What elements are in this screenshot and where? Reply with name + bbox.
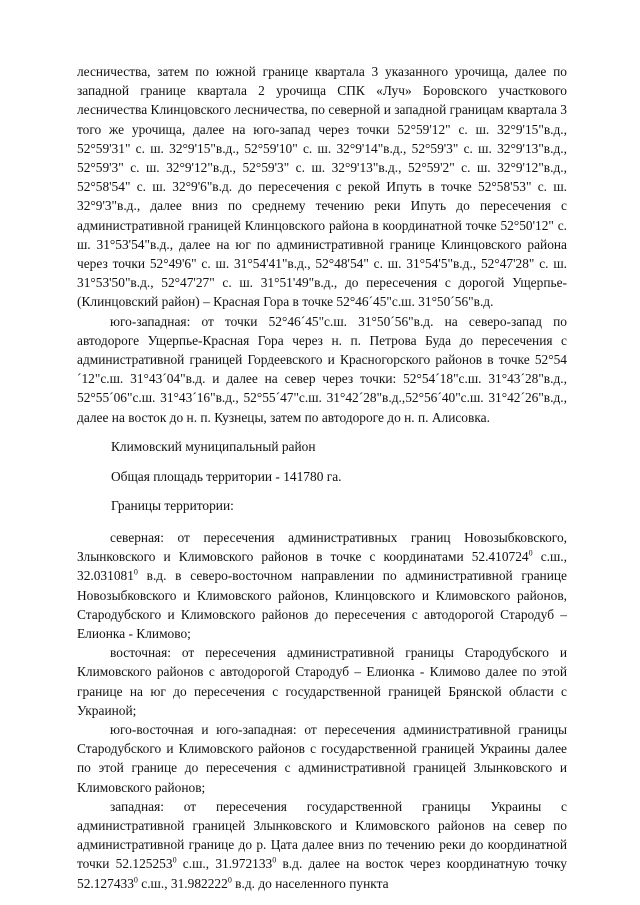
border-west-part2: с.ш., 31.972133: [176, 856, 273, 872]
border-north-part1: северная: от пересечения административных границ Новозыбковского, Злынковского и Климовского районов в точке с координатами 52.410724: [77, 530, 567, 565]
paragraph-southwest-previous: юго-западная: от точки 52°46´45"с.ш. 31°50´56"в.д. на северо-запад по автодороге Ущерпье-Красная Гора через н. п. Петрова Буда до пересечения с административной границей Гордеевского и Красногорского районов в точке 52°54´12"с.ш. 31°43´04"в.д. и далее на север через точки: 52°54´18"с.ш. 31°43´28"в.д., 52°55´06"с.ш. 31°43´16"в.д., 52°55´47"с.ш. 31°42´28"в.д.,52°56´40"с.ш. 31°42´26"в.д., далее на восток до н. п. Кузнецы, затем по автодороге до н. п. Алисовка.: [77, 313, 567, 425]
total-area: Общая площадь территории - 141780 га.: [111, 469, 342, 484]
border-north-part3: в.д. в северо-восточном направлении по административной границе Новозыбковского и Климовского районов, Клинцовского и Климовского районов, Стародубского и Климовского районов до пересечения с автодорогой Стародуб – Елионка - Климово;: [77, 568, 567, 642]
border-east: восточная: от пересечения административной границы Стародубского и Климовского районов с автодорогой Стародуб – Елионка - Климово далее по этой границе на юг до пересечения с государственной границей Брянской области с Украиной;: [77, 645, 567, 718]
border-west-part5: в.д. до населенного пункта: [231, 875, 389, 891]
border-north-part2: с.ш., 32.031081: [77, 549, 567, 584]
border-west-part4: с.ш., 31.982222: [137, 875, 228, 891]
degree-mark: 0: [227, 875, 232, 885]
degree-mark: 0: [172, 855, 177, 865]
degree-mark: 0: [133, 875, 138, 885]
paragraph-continuation: лесничества, затем по южной границе квартала 3 указанного урочища, далее по западной границе квартала 2 урочища СПК «Луч» Боровского участкового лесничества Клинцовского лесничества, по северной и западной границам квартала 3 того же урочища, далее на юго-запад через точки 52°59'12" с. ш. 32°9'15"в.д., 52°59'31" с. ш. 32°9'15"в.д., 52°59'10" с. ш. 32°9'14"в.д., 52°59'3" с. ш. 32°9'13"в.д., 52°59'3" с. ш. 32°9'12"в.д., 52°59'3" с. ш. 32°9'13"в.д., 52°59'2" с. ш. 32°9'12"в.д., 52°58'54" с. ш. 32°9'6"в.д. до пересечения с рекой Ипуть в точке 52°58'53" с. ш. 32°9'3"в.д., далее вниз по среднему течению реки Ипуть до пересечения с административной границей Клинцовского района в координатной точке 52°50'12" с. ш. 31°53'54"в.д., далее на юг по административной границе Клинцовского района через точки 52°49'6" с. ш. 31°54'41"в.д., 52°48'54" с. ш. 31°54'5"в.д., 52°47'28" с. ш. 31°53'50"в.д., 52°47'27" с. ш. 31°51'49"в.д., до пересечения с дорогой Ущерпье-(Клинцовский район) – Красная Гора в точке 52°46´45"с.ш. 31°50´56"в.д.: [77, 64, 567, 310]
borders-heading: Границы территории:: [111, 498, 234, 513]
district-title: Климовский муниципальный район: [111, 439, 316, 454]
previous-district-text: [77, 62, 567, 427]
border-southeast-southwest: юго-восточная и юго-западная: от пересечения административной границы Стародубского и Климовского районов с государственной границей Украины далее по этой границе до пересечения с административной границей Злынковского и Климовского районов;: [77, 722, 567, 795]
degree-mark: 0: [272, 855, 277, 865]
border-west-part1: западная: от пересечения государственной границы Украины с административной границей Злынковского и Климовского районов на север по административной границе до р. Цата далее вниз по течению реки до координатной точки 52.125253: [77, 798, 567, 872]
border-west-part3: в.д. далее на восток через координатную точку 52.127433: [77, 856, 567, 891]
border-north: [77, 528, 567, 643]
degree-mark: 0: [133, 567, 138, 577]
degree-mark: 0: [528, 548, 533, 558]
borders-text: [77, 528, 567, 893]
border-west: [77, 797, 567, 893]
